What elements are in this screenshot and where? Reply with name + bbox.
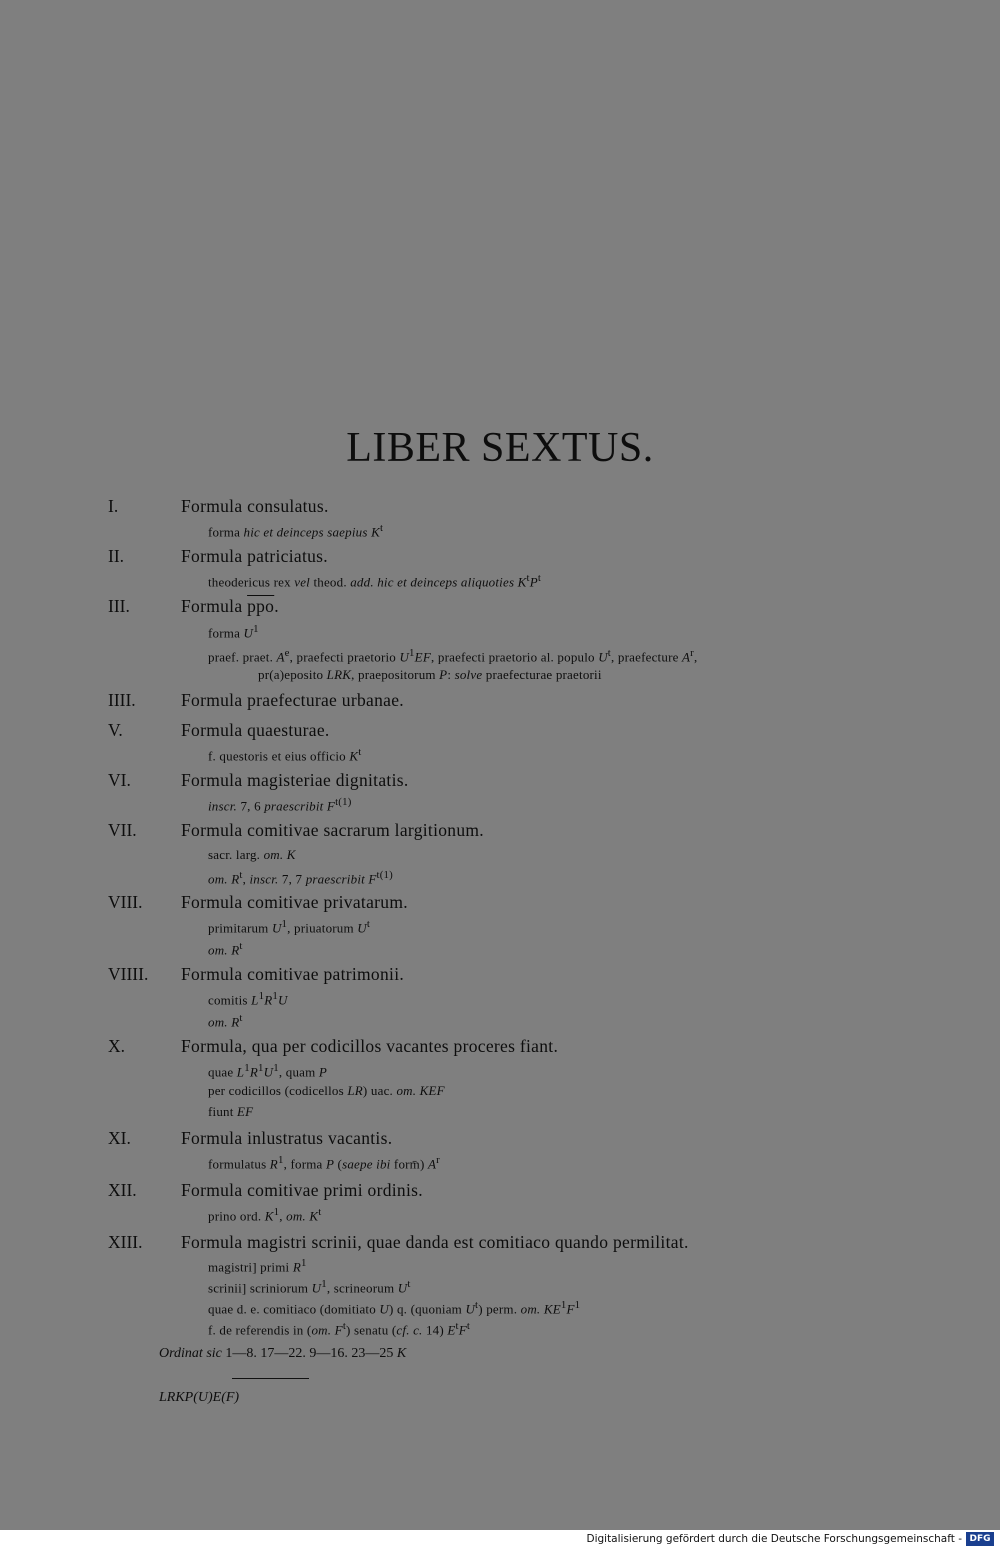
chapter-number: VII. — [108, 820, 137, 840]
chapter-number: V. — [108, 720, 123, 740]
apparatus-note: primitarum $U^1$, priuatorum $U^t$ — [208, 918, 371, 936]
apparatus-note: pr(a)eposito LRK, praepositorum P: solve praefecturae praetorii — [258, 667, 602, 682]
apparatus-note: om. $R^t$ — [208, 1012, 243, 1030]
chapter-number: IIII. — [108, 690, 136, 710]
chapter-number: II. — [108, 546, 125, 566]
apparatus-note: formulatus $R^1$, forma P (saepe ibi form̄) $A^r$ — [208, 1154, 440, 1172]
apparatus-note: scrinii] scriniorum $U^1$, scrineorum $U^t$ — [208, 1278, 411, 1296]
apparatus-note: comitis $L^1R^1U$ — [208, 990, 288, 1008]
apparatus-note: f. questoris et eius officio $K^t$ — [208, 746, 362, 764]
ordinat-note: Ordinat sic 1—8. 17—22. 9—16. 23—25 K — [159, 1346, 407, 1361]
chapter-number: VI. — [108, 770, 131, 790]
chapter-heading: Formula consulatus. — [181, 496, 329, 516]
apparatus-note: theodericus rex vel theod. add. hic et deinceps aliquoties $K^tP^t$ — [208, 572, 542, 590]
chapter-number: I. — [108, 496, 119, 516]
chapter-heading: Formula quaesturae. — [181, 720, 330, 740]
chapter-heading: Formula comitivae patrimonii. — [181, 964, 405, 984]
funding-text: Digitalisierung gefördert durch die Deutsche Forschungsgemeinschaft - — [586, 1533, 962, 1545]
apparatus-note: prino ord. $K^1$, om. $K^t$ — [208, 1206, 322, 1224]
apparatus-note: om. $R^t$ — [208, 940, 243, 958]
dfg-logo-icon: DFG — [966, 1532, 994, 1546]
chapter-number: X. — [108, 1036, 126, 1056]
chapter-number: VIIII. — [108, 964, 149, 984]
apparatus-note: magistri] primi $R^1$ — [208, 1257, 307, 1275]
funding-banner — [0, 1530, 1000, 1549]
chapter-number: XII. — [108, 1180, 137, 1200]
chapter-heading: Formula magistri scrinii, quae danda est comitiaco quando permilitat. — [181, 1232, 689, 1252]
chapter-heading: Formula, qua per codicillos vacantes proceres fiant. — [181, 1036, 559, 1056]
apparatus-note: fiunt EF — [208, 1104, 254, 1119]
chapter-number: III. — [108, 596, 130, 616]
chapter-number: VIII. — [108, 892, 143, 912]
chapter-heading: Formula magisteriae dignitatis. — [181, 770, 409, 790]
apparatus-note: om. $R^t$, inscr. 7, 7 praescribit $F^{t(1)}$ — [208, 869, 393, 887]
chapter-heading: Formula praefecturae urbanae. — [181, 690, 404, 710]
page-title: LIBER SEXTUS. — [346, 425, 654, 471]
apparatus-note: inscr. 7, 6 praescribit $F^{t(1)}$ — [208, 796, 352, 814]
apparatus-note: forma $U^1$ — [208, 623, 259, 641]
chapter-heading: Formula comitivae sacrarum largitionum. — [181, 820, 484, 840]
chapter-number: XIII. — [108, 1232, 143, 1252]
apparatus-note: quae d. e. comitiaco (domitiato U) q. (quoniam $U^t$) perm. om. $KE^1F^1$ — [208, 1299, 581, 1317]
chapter-number: XI. — [108, 1128, 131, 1148]
apparatus-note: f. de referendis in (om. $F^t$) senatu (cf. c. 14) $E^tF^t$ — [208, 1320, 471, 1338]
chapter-heading: Formula comitivae primi ordinis. — [181, 1180, 423, 1200]
apparatus-note: sacr. larg. om. K — [208, 847, 296, 862]
apparatus-note: per codicillos (codicellos LR) uac. om. KEF — [208, 1083, 445, 1098]
chapter-heading: Formula comitivae privatarum. — [181, 892, 408, 912]
chapter-heading: Formula inlustratus vacantis. — [181, 1128, 393, 1148]
apparatus-note: praef. praet. $A^e$, praefecti praetorio $U^1EF$, praefecti praetorio al. populo $U^t$, praefecture $A^r$, — [208, 647, 698, 665]
divider-rule — [232, 1378, 309, 1379]
apparatus-note: forma hic et deinceps saepius $K^t$ — [208, 522, 384, 540]
chapter-heading: Formula $\overline{ppo}$. — [181, 596, 279, 616]
chapter-heading: Formula patriciatus. — [181, 546, 328, 566]
sigla-line: LRKP(U)E(F) — [159, 1390, 240, 1405]
apparatus-note: quae $L^1R^1U^1$, quam P — [208, 1062, 328, 1080]
